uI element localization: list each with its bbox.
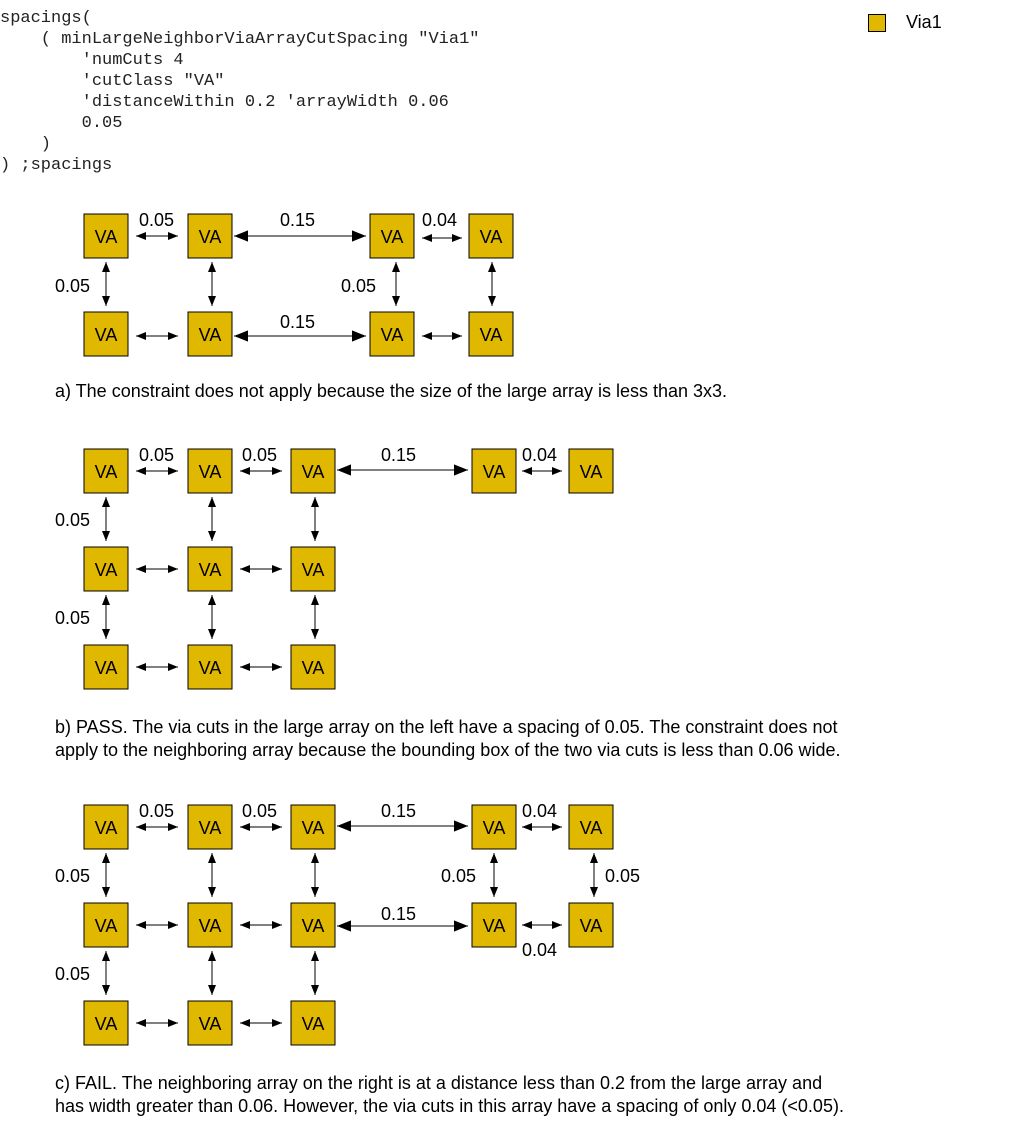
svg-text:VA: VA (479, 325, 503, 345)
svg-text:VA: VA (198, 916, 222, 936)
via-cut (569, 805, 613, 849)
code-line: ) ;spacings (0, 156, 113, 175)
dim-label-a: 0.04 (422, 210, 458, 230)
svg-text:VA: VA (94, 462, 118, 482)
via-cut (291, 645, 335, 689)
dim-label-c: 0.05 (441, 866, 477, 886)
via-cut (472, 903, 516, 947)
svg-text:VA: VA (94, 1014, 118, 1034)
via-cut (472, 449, 516, 493)
svg-text:VA: VA (482, 916, 506, 936)
svg-text:VA: VA (579, 818, 603, 838)
svg-text:VA: VA (380, 325, 404, 345)
svg-text:VA: VA (198, 227, 222, 247)
via-cut (188, 214, 232, 258)
dim-label-c: 0.05 (55, 964, 91, 984)
svg-text:VA: VA (94, 818, 118, 838)
dim-label-c: 0.05 (605, 866, 641, 886)
dim-label-b: 0.05 (55, 608, 91, 628)
via-cut (291, 1001, 335, 1045)
legend-label: Via1 (906, 12, 942, 32)
code-line: ) (0, 135, 52, 154)
via-cut (84, 645, 128, 689)
svg-text:VA: VA (94, 916, 118, 936)
svg-text:VA: VA (479, 227, 503, 247)
code-line: 'cutClass "VA" (0, 72, 225, 91)
dim-label-b: 0.05 (139, 445, 175, 465)
caption-a (55, 380, 727, 403)
svg-text:VA: VA (301, 560, 325, 580)
code-line: 'numCuts 4 (0, 51, 184, 70)
dim-label-c: 0.05 (139, 801, 175, 821)
svg-text:VA: VA (579, 916, 603, 936)
svg-text:VA: VA (198, 325, 222, 345)
dim-label-c: 0.15 (381, 904, 417, 924)
via-cut (188, 547, 232, 591)
via-cut (370, 312, 414, 356)
dim-label-a: 0.15 (280, 312, 316, 332)
via-cut (469, 214, 513, 258)
svg-text:VA: VA (579, 462, 603, 482)
svg-text:VA: VA (301, 1014, 325, 1034)
caption-c (55, 1072, 844, 1118)
dim-label-c: 0.04 (522, 801, 558, 821)
dim-label-b: 0.05 (55, 510, 91, 530)
dim-label-a: 0.05 (55, 276, 91, 296)
svg-text:VA: VA (198, 1014, 222, 1034)
svg-text:VA: VA (380, 227, 404, 247)
svg-text:VA: VA (301, 916, 325, 936)
svg-text:VA: VA (301, 658, 325, 678)
svg-text:VA: VA (301, 462, 325, 482)
via-cut (188, 645, 232, 689)
svg-text:VA: VA (94, 658, 118, 678)
svg-text:VA: VA (198, 658, 222, 678)
svg-text:VA: VA (198, 818, 222, 838)
via-cut (188, 312, 232, 356)
svg-text:VA: VA (301, 818, 325, 838)
via-cut (188, 805, 232, 849)
dim-label-c: 0.04 (522, 940, 558, 960)
dim-label-b: 0.15 (381, 445, 417, 465)
via-cut (188, 1001, 232, 1045)
caption-c-line1: c) FAIL. The neighboring array on the right is at a distance less than 0.2 from the large array and (55, 1073, 823, 1093)
caption-a-text: a) The constraint does not apply because the size of the large array is less than 3x3. (55, 381, 728, 401)
dim-label-b: 0.05 (242, 445, 278, 465)
svg-text:VA: VA (482, 462, 506, 482)
dim-label-a: 0.15 (280, 210, 316, 230)
via-cut (569, 449, 613, 493)
via-cut (84, 214, 128, 258)
code-line: ( minLargeNeighborViaArrayCutSpacing "Via1" (0, 30, 480, 49)
via-cut (291, 547, 335, 591)
via-cut (569, 903, 613, 947)
caption-b-line2: apply to the neighboring array because the bounding box of the two via cuts is less than 0.06 wide. (55, 740, 841, 760)
via-cut (188, 449, 232, 493)
via-cut (84, 547, 128, 591)
svg-text:VA: VA (482, 818, 506, 838)
svg-text:VA: VA (94, 325, 118, 345)
via-cut (291, 903, 335, 947)
svg-text:VA: VA (94, 560, 118, 580)
via-cut (84, 805, 128, 849)
caption-b (55, 716, 841, 762)
code-line: spacings( (0, 9, 92, 28)
code-line: 0.05 (0, 114, 123, 133)
dim-label-c: 0.05 (242, 801, 278, 821)
via-cut (370, 214, 414, 258)
dim-label-a: 0.05 (341, 276, 377, 296)
dim-label-b: 0.04 (522, 445, 558, 465)
via-cut (291, 449, 335, 493)
via-cut (84, 903, 128, 947)
via-cut (188, 903, 232, 947)
via-cut (472, 805, 516, 849)
code-line: 'distanceWithin 0.2 'arrayWidth 0.06 (0, 93, 449, 112)
dim-label-a: 0.05 (139, 210, 175, 230)
svg-text:VA: VA (198, 462, 222, 482)
via-cut (291, 805, 335, 849)
caption-b-line1: b) PASS. The via cuts in the large array on the left have a spacing of 0.05. The constraint does not (55, 717, 838, 737)
via-cut (84, 1001, 128, 1045)
caption-c-line2: has width greater than 0.06. However, the via cuts in this array have a spacing of only 0.04 (<0.05). (55, 1096, 844, 1116)
svg-text:VA: VA (94, 227, 118, 247)
dim-label-c: 0.05 (55, 866, 91, 886)
svg-text:VA: VA (198, 560, 222, 580)
dim-label-c: 0.15 (381, 801, 417, 821)
via-cut (84, 449, 128, 493)
via-cut (469, 312, 513, 356)
via-cut (84, 312, 128, 356)
